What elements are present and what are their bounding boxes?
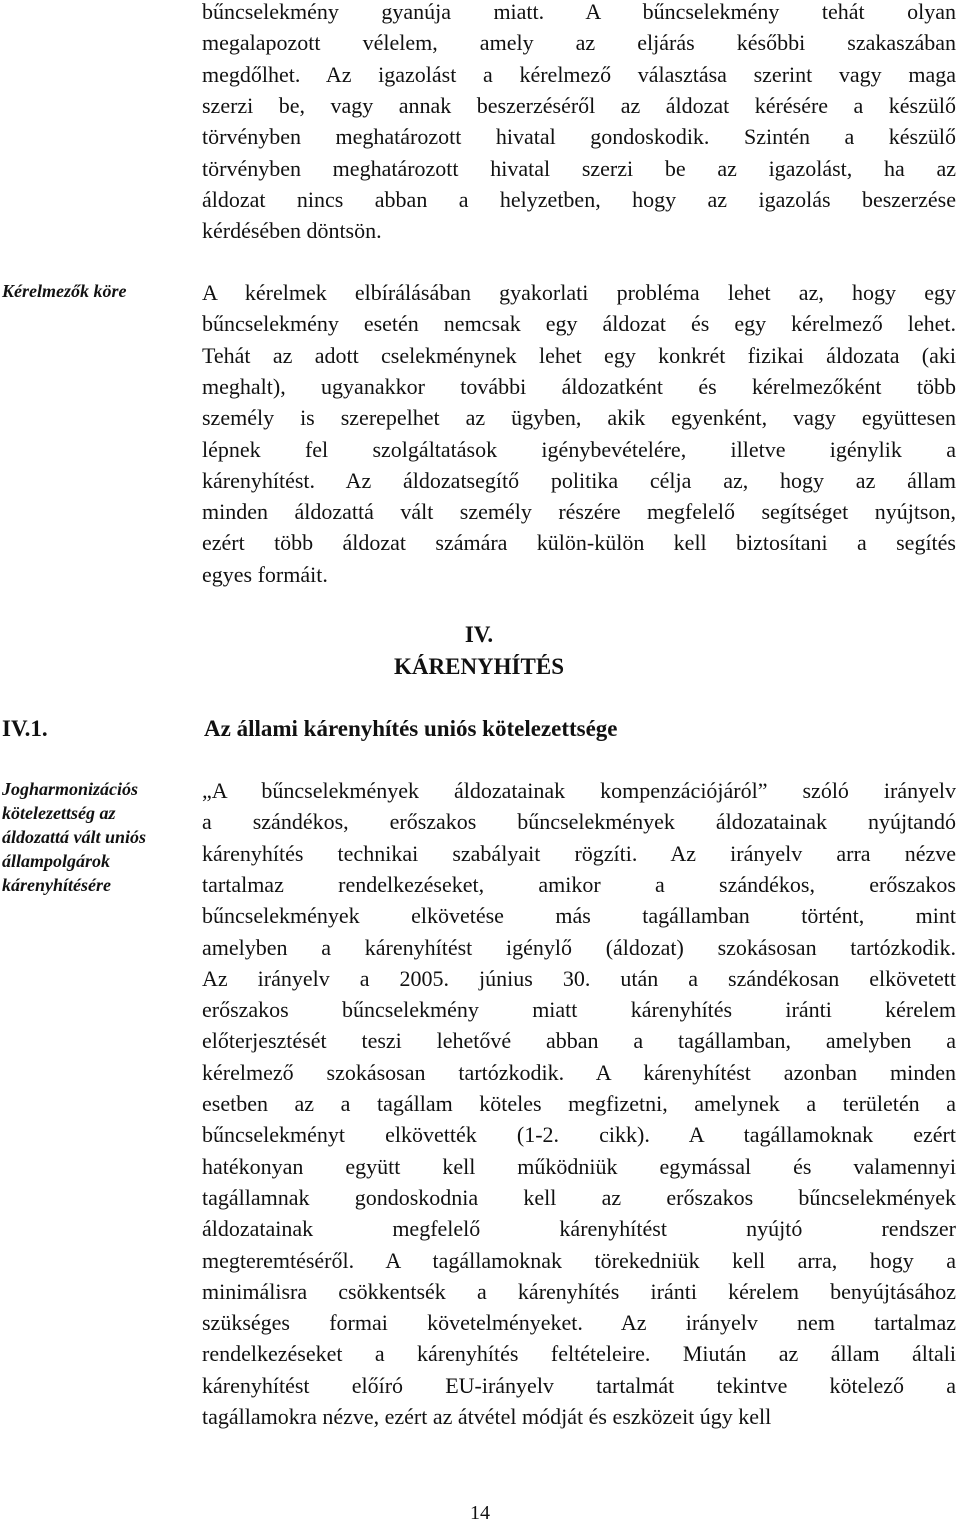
paragraph-line: erőszakos bűncselekmény miatt kárenyhítés iránti kérelem [202, 997, 956, 1023]
paragraph-line: kárenyhítés technikai szabályait rögzíti. Az irányelv arra nézve [202, 840, 956, 866]
paragraph-line: bűncselekményt elkövették (1-2. cikk). A tagállamoknak ezért [202, 1122, 956, 1148]
chapter-title: KÁRENYHÍTÉS [394, 654, 564, 679]
paragraph-line: lépnek fel szolgáltatások igénybevételére, illetve igénylik a [202, 436, 956, 462]
paragraph-line: kárenyhítést előíró EU-irányelv tartalmát tekintve kötelező a [202, 1372, 956, 1398]
paragraph-line: a szándékos, erőszakos bűncselekmények áldozatainak nyújtandó [202, 809, 956, 835]
paragraph-line: megalapozott vélelem, amely az eljárás későbbi szakaszában [202, 30, 956, 56]
paragraph-line: Tehát az adott cselekménynek lehet egy konkrét fizikai áldozata (aki [202, 342, 956, 368]
paragraph-line: tartalmaz rendelkezéseket, amikor a szándékos, erőszakos [202, 871, 956, 897]
sidenote-jogharmonizacio [2, 777, 188, 897]
paragraph-line: rendelkezéseket a kárenyhítés feltételeire. Miután az állam általi [202, 1341, 956, 1367]
paragraph-line: meghalt), ugyanakkor további áldozatként és kérelmezőként több [202, 373, 956, 399]
paragraph-line: megteremtéséről. A tagállamoknak törekedniük kell arra, hogy a [202, 1247, 956, 1273]
paragraph-line: „A bűncselekmények áldozatainak kompenzációjáról” szóló irányelv [202, 778, 956, 803]
chapter-number: IV. [464, 622, 494, 647]
paragraph-line: áldozat nincs abban a helyzetben, hogy az igazolás beszerzése [202, 186, 956, 212]
paragraph-line: kérdésében döntsön. [202, 218, 382, 244]
paragraph-line: tagállamnak gondoskodnia kell az erőszakos bűncselekmények [202, 1184, 956, 1210]
paragraph-line: minimálisra csökkentsék a kárenyhítés iránti kérelem benyújtásához [202, 1278, 956, 1304]
paragraph-line: szerzi be, vagy annak beszerzéséről az áldozat kérésére a készülő [202, 92, 956, 118]
paragraph-line: személy is szerepelhet az ügyben, akik egyenként, vagy együttesen [202, 405, 956, 431]
section-title: Az állami kárenyhítés uniós kötelezettsége [204, 716, 618, 741]
paragraph-line: törvényben meghatározott hivatal gondoskodik. Szintén a készülő [202, 124, 956, 150]
sidenote-line: áldozattá vált uniós [2, 827, 147, 847]
paragraph-line: kérelmező szokásosan tartózkodik. A kárenyhítést azonban minden [202, 1059, 956, 1085]
paragraph-line: törvényben meghatározott hivatal szerzi be az igazolást, ha az [202, 155, 956, 181]
paragraph-line: előterjesztését teszi lehetővé abban a tagállamban, amelyben a [202, 1028, 956, 1054]
paragraph-line: hatékonyan együtt kell működniük egymással és valamennyi [202, 1153, 956, 1179]
sidenote-line: kárenyhítésére [2, 875, 111, 895]
paragraph-line: Az irányelv a 2005. június 30. után a szándékosan elkövetett [202, 965, 956, 991]
page-number: 14 [470, 1502, 490, 1524]
paragraph-line: kárenyhítést. Az áldozatsegítő politika célja az, hogy az állam [202, 467, 956, 493]
paragraph-line: szükséges formai követelményeket. Az irányelv nem tartalmaz [202, 1310, 956, 1336]
sidenote-line: állampolgárok [2, 851, 111, 871]
paragraph-line: minden áldozattá vált személy részére megfelelő segítséget nyújtson, [202, 499, 956, 525]
paragraph-line: áldozatainak megfelelő kárenyhítést nyújtó rendszer [202, 1216, 956, 1242]
sidenote-kerelmezok-kore: Kérelmezők köre [2, 281, 127, 301]
paragraph-line: bűncselekmények elkövetése más tagállamban történt, mint [202, 903, 956, 929]
paragraph-line: amelyben a kárenyhítést igénylő (áldozat) szokásosan tartózkodik. [202, 934, 956, 960]
paragraph-line: A kérelmek elbírálásában gyakorlati probléma lehet az, hogy egy [202, 280, 956, 305]
paragraph-line: esetben az a tagállam köteles megfizetni, amelynek a területén a [202, 1091, 956, 1116]
paragraph-line: bűncselekmény gyanúja miatt. A bűncselekmény tehát olyan [202, 0, 956, 24]
sidenote-line: Jogharmonizációs [2, 779, 139, 799]
paragraph-line: tagállamokra nézve, ezért az átvétel módját és eszközeit úgy kell [202, 1404, 772, 1429]
paragraph-line: ezért több áldozat számára külön-külön kell biztosítani a segítés [202, 530, 956, 556]
paragraph-line: egyes formáit. [202, 561, 328, 587]
sidenote-line: kötelezettség az [2, 803, 116, 823]
section-number: IV.1. [2, 716, 48, 741]
paragraph-line: megdőlhet. Az igazolást a kérelmező választása szerint vagy maga [202, 61, 956, 87]
paragraph-line: bűncselekmény esetén nemcsak egy áldozat és egy kérelmező lehet. [202, 311, 956, 337]
